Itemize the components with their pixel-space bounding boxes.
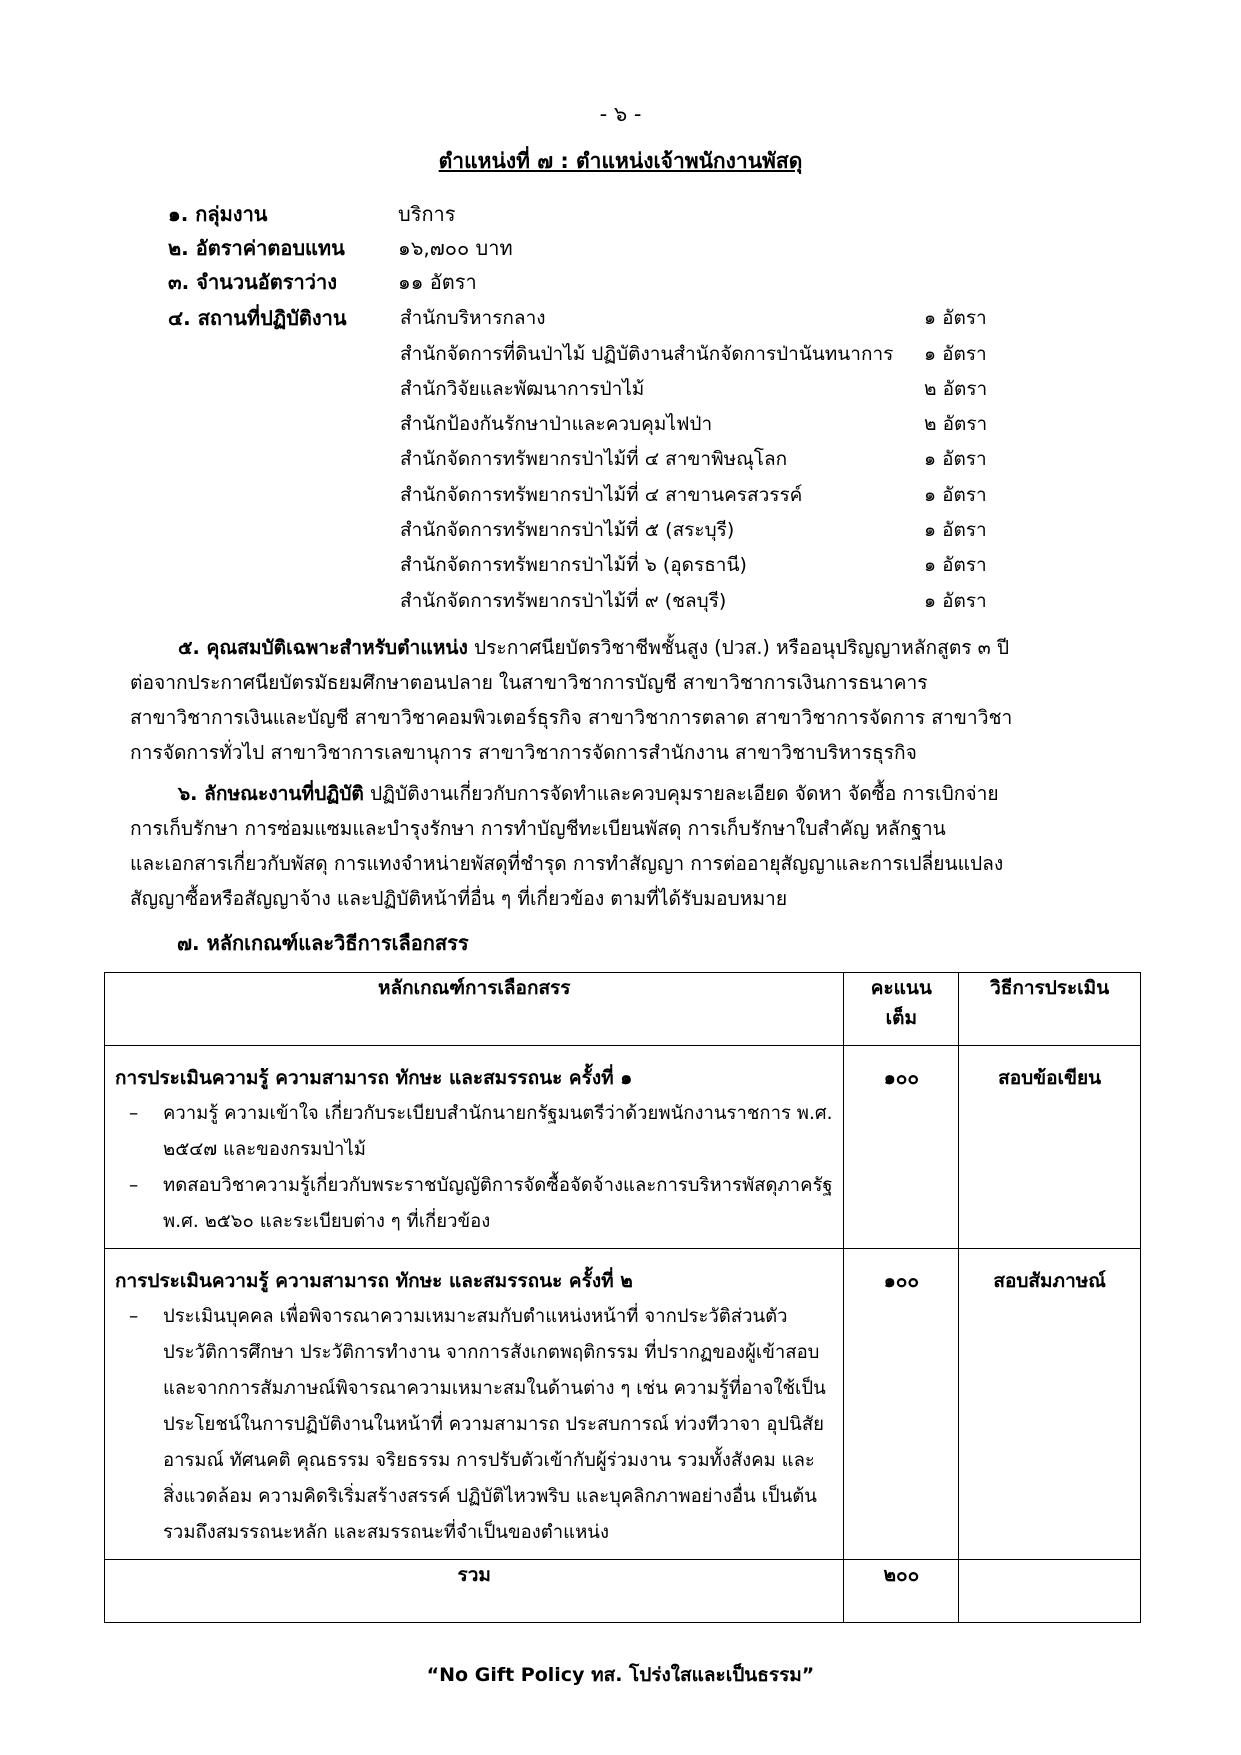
- location-count: ๑ อัตรา: [924, 590, 987, 612]
- location-count: ๒ อัตรา: [924, 413, 988, 435]
- method-value: สอบข้อเขียน: [998, 1067, 1102, 1089]
- header-criteria: หลักเกณฑ์การเลือกสรร: [105, 973, 844, 1046]
- location-name: สำนักป้องกันรักษาป่าและควบคุมไฟป่า: [400, 413, 713, 435]
- qualifications-line: สาขาวิชาการเงินและบัญชี สาขาวิชาคอมพิวเตอร์ธุรกิจ สาขาวิชาการตลาด สาขาวิชาการจัดการ สาขาวิชา: [130, 706, 1013, 729]
- criteria-item-text: ทดสอบวิชาความรู้เกี่ยวกับพระราชบัญญัติการจัดซื้อจัดจ้างและการบริหารพัสดุภาครัฐ พ.ศ. ๒๕๖๐ และระเบียบต่าง ๆ ที่เกี่ยวข้อง: [163, 1175, 833, 1232]
- footer-slogan: “No Gift Policy ทส. โปร่งใสและเป็นธรรม”: [426, 1664, 815, 1686]
- qualifications-line: ต่อจากประกาศนียบัตรมัธยมศึกษาตอนปลาย ในสาขาวิชาการบัญชี สาขาวิชาการเงินการธนาคาร: [130, 671, 928, 694]
- info-value: บริการ: [398, 202, 456, 226]
- dash-marker: –: [129, 1103, 139, 1124]
- page-number: - ๖ -: [599, 102, 642, 126]
- section-qualifications: [130, 630, 1120, 770]
- criteria-title: การประเมินความรู้ ความสามารถ ทักษะ และสมรรถนะ ครั้งที่ ๑: [115, 1067, 633, 1089]
- criteria-item: [115, 1168, 833, 1240]
- method-cell: [959, 1249, 1141, 1560]
- header-score-line: คะแนน: [870, 977, 932, 999]
- qualifications-text: ประกาศนียบัตรวิชาชีพชั้นสูง (ปวส.) หรืออนุปริญญาหลักสูตร ๓ ปี: [467, 636, 1010, 659]
- duties-line: การเก็บรักษา การซ่อมแซมและบำรุงรักษา การทำบัญชีทะเบียนพัสดุ การเก็บรักษาใบสำคัญ หลักฐาน: [130, 817, 946, 840]
- location-name: สำนักจัดการที่ดินป่าไม้ ปฏิบัติงานสำนักจัดการป่านันทนาการ: [400, 343, 894, 365]
- location-name: สำนักจัดการทรัพยากรป่าไม้ที่ ๙ (ชลบุรี): [400, 590, 727, 612]
- header-score: [844, 973, 959, 1046]
- location-name: สำนักจัดการทรัพยากรป่าไม้ที่ ๔ สาขาพิษณุโลก: [400, 448, 788, 470]
- location-count: ๑ อัตรา: [924, 343, 987, 365]
- table-header-row: [105, 973, 1141, 1046]
- qualifications-line: การจัดการทั่วไป สาขาวิชาการเลขานุการ สาขาวิชาการจัดการสำนักงาน สาขาวิชาบริหารธุรกิจ: [130, 741, 917, 764]
- info-label: ๔. สถานที่ปฏิบัติงาน: [168, 306, 347, 330]
- criteria-cell: [105, 1249, 844, 1560]
- info-value: ๑๖,๗๐๐ บาท: [398, 236, 513, 260]
- table-row: [105, 1046, 1141, 1249]
- dash-marker: –: [129, 1306, 139, 1327]
- info-label: ๓. จำนวนอัตราว่าง: [168, 270, 337, 294]
- dash-marker: –: [129, 1175, 139, 1196]
- score-value: ๑๐๐: [883, 1270, 919, 1292]
- location-count: ๑ อัตรา: [924, 484, 987, 506]
- info-label: ๑. กลุ่มงาน: [168, 202, 268, 226]
- location-count: ๑ อัตรา: [924, 307, 987, 329]
- duties-line: [130, 776, 1120, 811]
- table-total-row: [105, 1560, 1141, 1623]
- location-count: ๒ อัตรา: [924, 378, 988, 400]
- criteria-item-text: ประเมินบุคคล เพื่อพิจารณาความเหมาะสมกับตำแหน่งหน้าที่ จากประวัติส่วนตัว ประวัติการศึกษา ประวัติการทำงาน จากการสังเกตพฤติกรรม ที่ปรากฏของผู้เข้าสอบและจากการสัมภาษณ์พิจารณาความเหมาะสมในด้านต่าง ๆ เช่น ความรู้ที่อาจใช้เป็นประโยชน์ในการปฏิบัติงานในหน้าที่ ความสามารถ ประสบการณ์ ท่วงทีวาจา อุปนิสัย อารมณ์ ทัศนคติ คุณธรรม จริยธรรม การปรับตัวเข้ากับผู้ร่วมงาน รวมทั้งสังคม และสิ่งแวดล้อม ความคิดริเริ่มสร้างสรรค์ ปฏิบัติไหวพริบ และบุคลิกภาพอย่างอื่น เป็นต้น รวมถึงสมรรถนะหลัก และสมรรถนะที่จำเป็นของตำแหน่ง: [163, 1306, 826, 1543]
- method-value: สอบสัมภาษณ์: [993, 1270, 1106, 1292]
- criteria-cell: [105, 1046, 844, 1249]
- total-score: ๒๐๐: [844, 1560, 959, 1623]
- criteria-title: การประเมินความรู้ ความสามารถ ทักษะ และสมรรถนะ ครั้งที่ ๒: [115, 1270, 633, 1292]
- location-name: สำนักจัดการทรัพยากรป่าไม้ที่ ๔ สาขานครสวรรค์: [400, 484, 803, 506]
- location-count: ๑ อัตรา: [924, 554, 987, 576]
- duties-text: ปฏิบัติงานเกี่ยวกับการจัดทำและควบคุมรายละเอียด จัดหา จัดซื้อ การเบิกจ่าย: [363, 782, 999, 805]
- criteria-item-text: ความรู้ ความเข้าใจ เกี่ยวกับระเบียบสำนักนายกรัฐมนตรีว่าด้วยพนักงานราชการ พ.ศ. ๒๕๔๗ และของกรมป่าไม้: [163, 1103, 833, 1160]
- section-duties: [130, 776, 1120, 916]
- section-heading: ๖. ลักษณะงานที่ปฏิบัติ: [178, 782, 364, 805]
- location-name: สำนักจัดการทรัพยากรป่าไม้ที่ ๕ (สระบุรี): [400, 519, 735, 541]
- total-method: [959, 1560, 1141, 1623]
- location-name: สำนักบริหารกลาง: [400, 307, 546, 329]
- location-count: ๑ อัตรา: [924, 448, 987, 470]
- section-heading-criteria: ๗. หลักเกณฑ์และวิธีการเลือกสรร: [177, 931, 469, 955]
- info-label: ๒. อัตราค่าตอบแทน: [168, 236, 345, 260]
- duties-line: สัญญาซื้อหรือสัญญาจ้าง และปฏิบัติหน้าที่อื่น ๆ ที่เกี่ยวข้อง ตามที่ได้รับมอบหมาย: [130, 887, 788, 910]
- score-cell: [844, 1046, 959, 1249]
- criteria-table: [104, 972, 1141, 1623]
- score-cell: [844, 1249, 959, 1560]
- location-count: ๑ อัตรา: [924, 519, 987, 541]
- section-heading: ๕. คุณสมบัติเฉพาะสำหรับตำแหน่ง: [178, 636, 468, 659]
- criteria-item: [115, 1096, 833, 1168]
- page-title: ตำแหน่งที่ ๗ : ตำแหน่งเจ้าพนักงานพัสดุ: [438, 149, 803, 173]
- header-score-line: เต็ม: [885, 1007, 918, 1029]
- score-value: ๑๐๐: [883, 1067, 919, 1089]
- info-value: ๑๑ อัตรา: [398, 270, 477, 294]
- duties-line: และเอกสารเกี่ยวกับพัสดุ การแทงจำหน่ายพัสดุที่ชำรุด การทำสัญญา การต่ออายุสัญญาและการเปลี่ยนแปลง: [130, 852, 1004, 875]
- criteria-item: [115, 1299, 833, 1551]
- header-method: วิธีการประเมิน: [959, 973, 1141, 1046]
- method-cell: [959, 1046, 1141, 1249]
- total-label: รวม: [105, 1560, 844, 1623]
- table-row: [105, 1249, 1141, 1560]
- location-name: สำนักวิจัยและพัฒนาการป่าไม้: [400, 378, 645, 400]
- qualifications-line: [130, 630, 1120, 665]
- location-name: สำนักจัดการทรัพยากรป่าไม้ที่ ๖ (อุดรธานี): [400, 554, 747, 576]
